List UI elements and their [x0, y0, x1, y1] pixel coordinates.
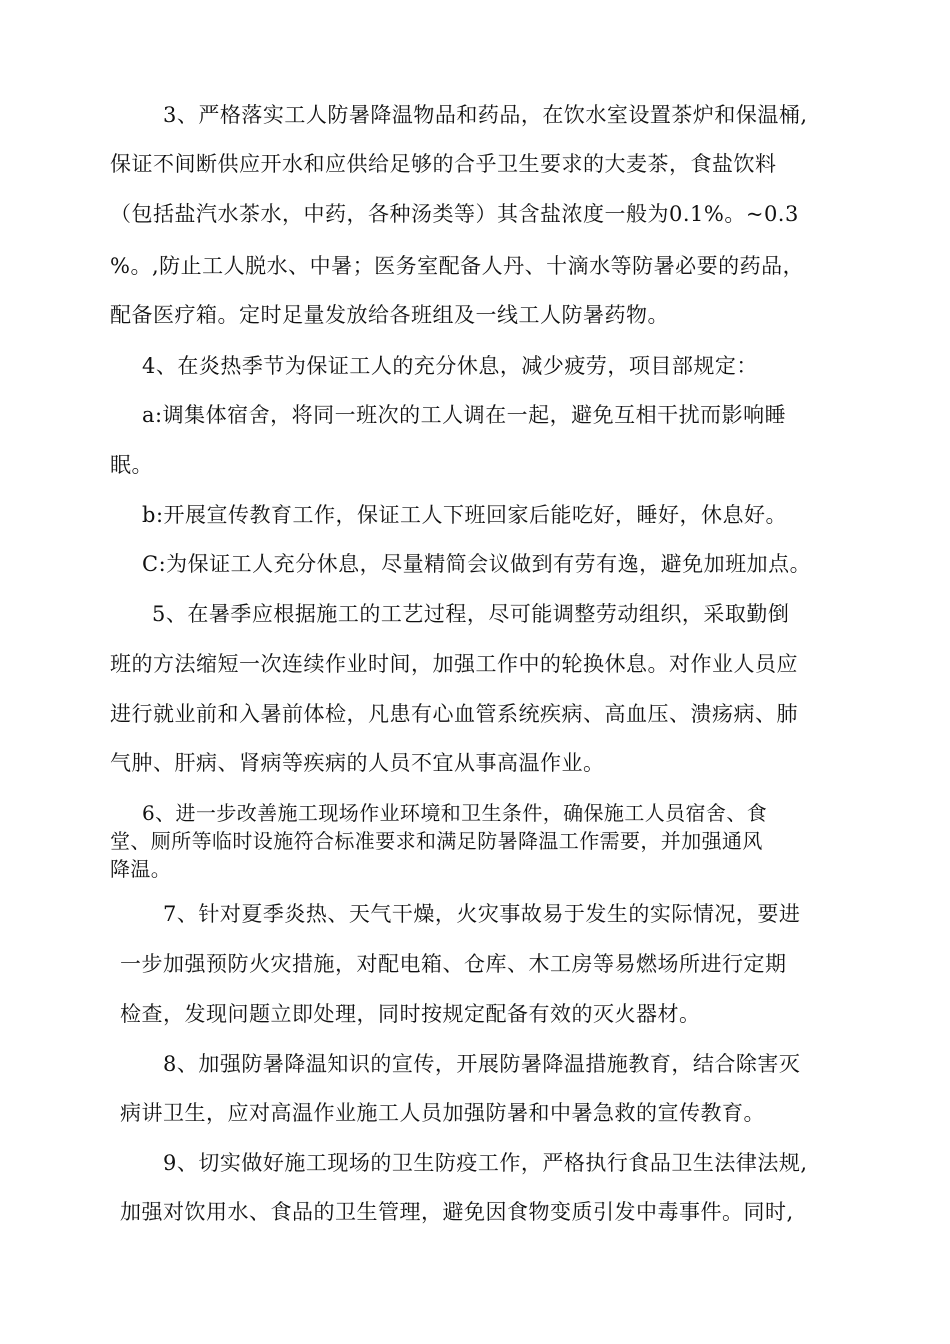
text-line-18: 7、针对夏季炎热、天气干燥，火灾事故易于发生的实际情况，要进: [163, 902, 801, 926]
text-line-23: 9、切实做好施工现场的卫生防疫工作，严格执行食品卫生法律法规,: [163, 1151, 808, 1175]
text-line-7: a:调集体宿舍，将同一班次的工人调在一起，避免互相干扰而影响睡: [142, 403, 787, 427]
text-line-2: 保证不间断供应开水和应供给足够的合乎卫生要求的大麦茶，食盐饮料: [110, 152, 777, 176]
text-line-3: （包括盐汽水茶水，中药，各种汤类等）其含盐浓度一般为0.1%。~0.3: [110, 202, 799, 226]
text-line-10: C:为保证工人充分休息，尽量精简会议做到有劳有逸，避免加班加点。: [142, 552, 812, 576]
text-line-20: 检查，发现问题立即处理，同时按规定配备有效的灭火器材。: [120, 1002, 701, 1026]
text-line-14: 气肿、肝病、肾病等疾病的人员不宜从事高温作业。: [110, 751, 605, 775]
text-line-6: 4、在炎热季节为保证工人的充分休息，减少疲劳，项目部规定：: [142, 354, 758, 378]
text-line-8: 眠。: [110, 453, 153, 477]
text-line-11: 5、在暑季应根据施工的工艺过程，尽可能调整劳动组织，采取勤倒: [152, 602, 790, 626]
text-line-9: b:开展宣传教育工作，保证工人下班回家后能吃好，睡好，休息好。: [142, 503, 788, 527]
text-line-16: 堂、厕所等临时设施符合标准要求和满足防暑降温工作需要，并加强通风: [110, 829, 763, 853]
text-line-22: 病讲卫生，应对高温作业施工人员加强防暑和中暑急救的宣传教育。: [120, 1101, 765, 1125]
text-line-17: 降温。: [110, 857, 172, 881]
text-line-4: %。,防止工人脱水、中暑；医务室配备人丹、十滴水等防暑必要的药品，: [110, 254, 805, 278]
text-line-1: 3、严格落实工人防暑降温物品和药品，在饮水室设置茶炉和保温桶,: [163, 103, 808, 127]
text-line-12: 班的方法缩短一次连续作业时间，加强工作中的轮换休息。对作业人员应: [110, 652, 798, 676]
text-line-24: 加强对饮用水、食品的卫生管理，避免因食物变质引发中毒事件。同时,: [120, 1200, 794, 1224]
text-line-13: 进行就业前和入暑前体检，凡患有心血管系统疾病、高血压、溃疡病、肺: [110, 702, 798, 726]
text-line-19: 一步加强预防火灾措施，对配电箱、仓库、木工房等易燃场所进行定期: [120, 952, 787, 976]
text-line-15: 6、进一步改善施工现场作业环境和卫生条件，确保施工人员宿舍、食: [142, 801, 768, 825]
text-line-5: 配备医疗箱。定时足量发放给各班组及一线工人防暑药物。: [110, 303, 669, 327]
text-line-21: 8、加强防暑降温知识的宣传，开展防暑降温措施教育，结合除害灭: [163, 1052, 801, 1076]
